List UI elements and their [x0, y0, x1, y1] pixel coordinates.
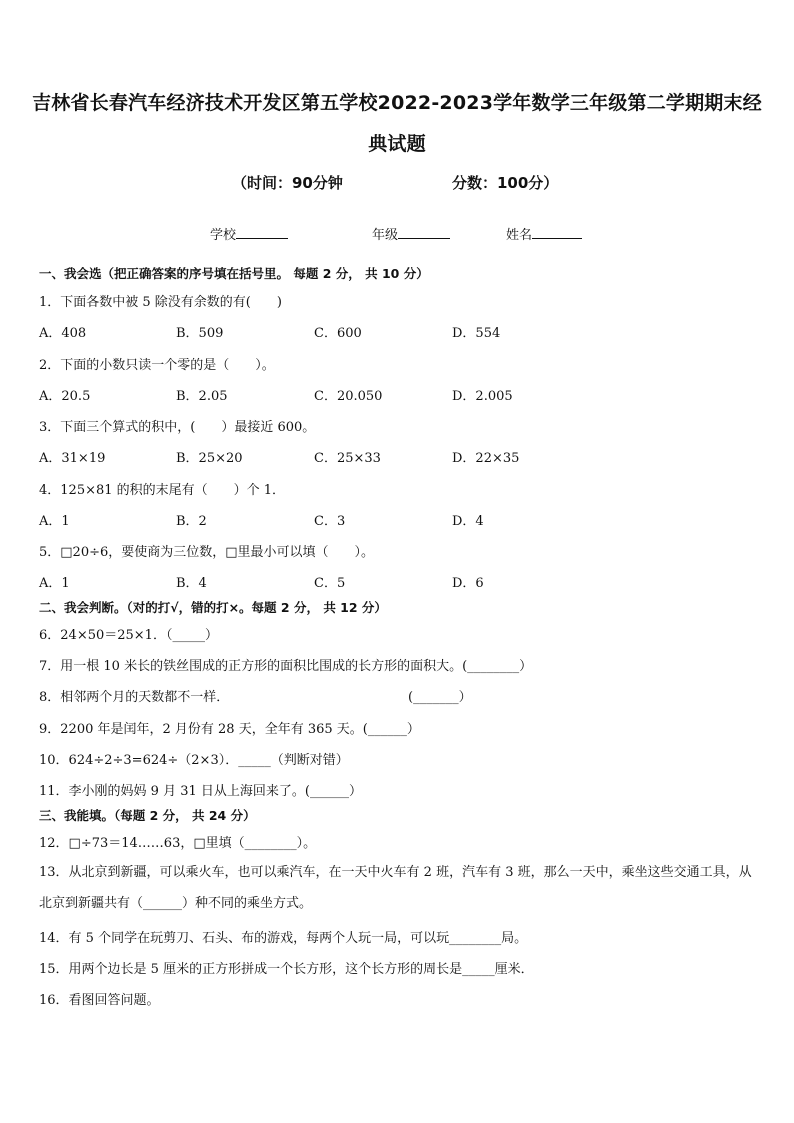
school-blank[interactable]: [236, 226, 288, 239]
name-blank[interactable]: [532, 226, 582, 239]
grade-label: 年级: [372, 228, 399, 243]
q3-option-a[interactable]: A．31×19: [39, 451, 106, 466]
q5-option-c[interactable]: C．5: [314, 576, 346, 591]
q2-option-d[interactable]: D．2.005: [452, 389, 513, 404]
question-4: 4．125×81 的积的末尾有（ ）个 1．: [39, 483, 286, 498]
school-label: 学校: [210, 228, 237, 243]
question-14: 14．有 5 个同学在玩剪刀、石头、布的游戏，每两个人玩一局，可以玩________局。: [39, 931, 528, 946]
question-11: 11．李小刚的妈妈 9 月 31 日从上海回来了。(______）: [39, 784, 362, 799]
q1-option-a[interactable]: A．408: [39, 326, 87, 341]
grade-field: [372, 224, 450, 243]
name-field: [506, 224, 582, 243]
q4-option-a[interactable]: A．1: [39, 514, 70, 529]
q4-option-c[interactable]: C．3: [314, 514, 346, 529]
section-heading-2: 二、我会判断。（对的打√，错的打×。每题 2 分， 共 12 分）: [39, 600, 387, 615]
grade-blank[interactable]: [398, 226, 450, 239]
question-10: 10．624÷2÷3=624÷（2×3）．_____（判断对错）: [39, 753, 349, 768]
q8-answer-blank[interactable]: (_______）: [408, 690, 472, 705]
q4-option-d[interactable]: D．4: [452, 514, 484, 529]
question-3: 3．下面三个算式的积中，( ）最接近 600。: [39, 420, 316, 435]
q2-option-c[interactable]: C．20.050: [314, 389, 383, 404]
q5-option-d[interactable]: D．6: [452, 576, 484, 591]
name-label: 姓名: [506, 228, 533, 243]
question-13: 13．从北京到新疆，可以乘火车，也可以乘汽车，在一天中火车有 2 班，汽车有 3 班，那么一天中，乘坐这些交通工具，从北京到新疆共有（______）种不同的乘坐方式。: [39, 865, 752, 911]
q1-option-d[interactable]: D．554: [452, 326, 501, 341]
question-16: 16．看图回答问题。: [39, 993, 160, 1008]
question-2: 2．下面的小数只读一个零的是（ ）。: [39, 358, 275, 373]
exam-score: 分数：100分）: [452, 174, 559, 192]
question-1: 1．下面各数中被 5 除没有余数的有( ): [39, 295, 282, 310]
question-9: 9．2200 年是闰年，2 月份有 28 天，全年有 365 天。(______）: [39, 722, 420, 737]
q3-option-c[interactable]: C．25×33: [314, 451, 381, 466]
question-12: 12．□÷73＝14……63，□里填（________）。: [39, 836, 317, 851]
q4-option-b[interactable]: B．2: [176, 514, 207, 529]
page-title-line2: 典试题: [368, 133, 426, 155]
q1-option-c[interactable]: C．600: [314, 326, 362, 341]
q3-option-b[interactable]: B．25×20: [176, 451, 243, 466]
question-7: 7．用一根 10 米长的铁丝围成的正方形的面积比围成的长方形的面积大。(________）: [39, 659, 533, 674]
q5-option-b[interactable]: B．4: [176, 576, 207, 591]
q1-option-b[interactable]: B．509: [176, 326, 224, 341]
q5-option-a[interactable]: A．1: [39, 576, 70, 591]
section-heading-1: 一、我会选（把正确答案的序号填在括号里。 每题 2 分， 共 10 分）: [39, 266, 429, 281]
question-15: 15．用两个边长是 5 厘米的正方形拼成一个长方形，这个长方形的周长是_____厘米．: [39, 962, 534, 977]
question-6: 6．24×50＝25×1．（_____）: [39, 628, 218, 643]
section-heading-3: 三、我能填。（每题 2 分， 共 24 分）: [39, 808, 256, 823]
question-5: 5．□20÷6，要使商为三位数，□里最小可以填（ ）。: [39, 545, 375, 560]
q2-option-b[interactable]: B．2.05: [176, 389, 228, 404]
q2-option-a[interactable]: A．20.5: [39, 389, 91, 404]
question-8: 8．相邻两个月的天数都不一样．: [39, 690, 230, 705]
q3-option-d[interactable]: D．22×35: [452, 451, 520, 466]
page-title-line1: 吉林省长春汽车经济技术开发区第五学校2022-2023学年数学三年级第二学期期末经: [32, 92, 762, 114]
exam-time: （时间：90分钟: [232, 174, 343, 192]
school-field: [210, 224, 288, 243]
